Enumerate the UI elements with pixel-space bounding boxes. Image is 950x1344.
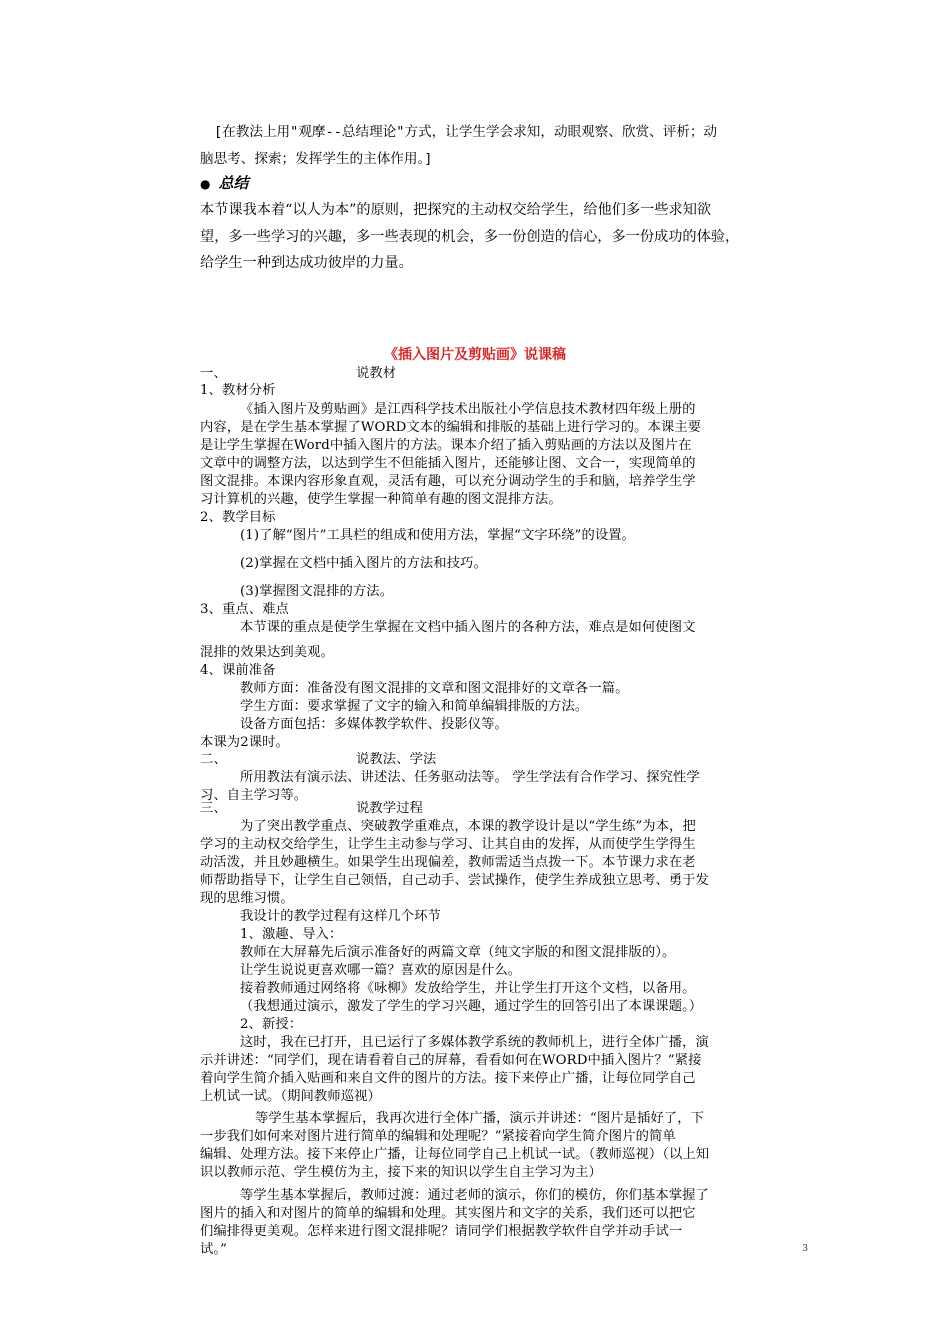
- subsection-heading: 4、课前准备: [200, 663, 276, 678]
- paragraph-line: 这时，我在已打开，且已运行了多媒体教学系统的教师机上，进行全体广播，演: [240, 1035, 709, 1050]
- subsection-heading: 3、重点、难点: [200, 602, 289, 617]
- section-label: 说教法、学法: [356, 752, 437, 767]
- paragraph-line: 习、自主学习等。: [200, 788, 308, 803]
- paragraph-line: 让学生说说更喜欢哪一篇？喜欢的原因是什么。: [240, 963, 522, 978]
- summary-line: 本节课我本着“以人为本”的原则，把探究的主动权交给学生，给他们多一些求知欲: [200, 202, 712, 218]
- summary-heading: 总结: [218, 174, 249, 192]
- section-label: 说教学过程: [356, 801, 423, 816]
- section-number: 二、: [200, 752, 227, 767]
- steps-intro: 我设计的教学过程有这样几个环节: [240, 909, 441, 924]
- goal-item: (3)掌握图文混排的方法。: [240, 584, 394, 599]
- section-label: 说教材: [356, 366, 397, 381]
- paragraph-line: 示并讲述：“同学们，现在请看着自己的屏幕，看看如何在WORD中插入图片？”紧接: [200, 1053, 702, 1068]
- prep-item: 学生方面：要求掌握了文字的输入和简单编辑排版的方法。: [240, 699, 589, 714]
- goal-item: (1)了解“图片”工具栏的组成和使用方法，掌握“文字环绕”的设置。: [240, 528, 636, 543]
- summary-line: 望，多一些学习的兴趣，多一些表现的机会，多一份创造的信心，多一份成功的体验，: [200, 229, 740, 245]
- section-number: 一、: [200, 366, 227, 381]
- method-note-line: [在教法上用"观摩--总结理论"方式，让学生学会求知，动眼观察、欣赏、评析；动: [214, 124, 718, 140]
- page-number: 3: [802, 1244, 808, 1254]
- paragraph-line: 文章中的调整方法，以达到学生不但能插入图片，还能够让图、文合一，实现简单的: [200, 456, 696, 471]
- method-note-line: 脑思考、探索；发挥学生的主体作用。]: [200, 151, 433, 167]
- paragraph-line: 为了突出教学重点、突破教学重难点，本课的教学设计是以“学生练”为本，把: [240, 819, 696, 834]
- goal-item: (2)掌握在文档中插入图片的方法和技巧。: [240, 556, 487, 571]
- paragraph-line: 内容，是在学生基本掌握了WORD文本的编辑和排版的基础上进行学习的。本课主要: [200, 420, 702, 435]
- paragraph-line: 图文混排。本课内容形象直观，灵活有趣，可以充分调动学生的手和脑，培养学生学: [200, 474, 696, 489]
- paragraph-line: 着向学生简介插入贴画和来自文件的图片的方法。接下来停止广播，让每位同学自己: [200, 1071, 696, 1086]
- section-number: 三、: [200, 801, 227, 816]
- paragraph-line: 学习的主动权交给学生，让学生主动参与学习、让其自由的发挥，从而使学生学得生: [200, 837, 696, 852]
- summary-heading-row: [200, 172, 806, 193]
- class-hours: 本课为2课时。: [200, 735, 289, 750]
- paragraph-line: 上机试一试。（期间教师巡视）: [200, 1089, 381, 1104]
- step-heading: 1、激趣、导入：: [240, 927, 343, 942]
- paragraph-line: 试。”: [200, 1242, 228, 1257]
- paragraph-line: 现的思维习惯。: [200, 891, 294, 906]
- paragraph-line: 们编排得更美观。怎样来进行图文混排呢？请同学们根据教学软件自学并动手试一: [200, 1224, 683, 1239]
- paragraph-line: 图片的插入和对图片的简单的编辑和处理。其实图片和文字的关系，我们还可以把它: [200, 1206, 696, 1221]
- paragraph-line: 动活泼，并且妙趣横生。如果学生出现偏差，教师需适当点拨一下。本节课力求在老: [200, 855, 696, 870]
- paragraph-line: 编辑、处理方法。接下来停止广播，让每位同学自己上机试一试。（教师巡视）（以上知: [200, 1147, 710, 1162]
- prep-item: 设备方面包括：多媒体教学软件、投影仪等。: [240, 717, 508, 732]
- paragraph-line: （我想通过演示，激发了学生的学习兴趣，通过学生的回答引出了本课课题。）: [240, 999, 703, 1014]
- paragraph-line: 习计算机的兴趣，使学生掌握一种简单有趣的图文混排方法。: [200, 492, 562, 507]
- paragraph-line: 本节课的重点是使学生掌握在文档中插入图片的各种方法，难点是如何使图文: [240, 620, 696, 635]
- paragraph-line: 教师在大屏幕先后演示准备好的两篇文章（纯文字版的和图文混排版的）。: [240, 945, 676, 960]
- bullet-icon: ●: [200, 177, 211, 191]
- step-heading: 2、新授：: [240, 1017, 303, 1032]
- paragraph-line: 所用教法有演示法、讲述法、任务驱动法等。 学生学法有合作学习、探究性学: [240, 770, 700, 785]
- paragraph-line: 接着教师通过网络将《咏柳》发放给学生，并让学生打开这个文档，以备用。: [240, 981, 696, 996]
- paragraph-line: 是让学生掌握在Word中插入图片的方法。课本介绍了插入剪贴画的方法以及图片在: [200, 438, 692, 453]
- document-title: 《插入图片及剪贴画》说课稿: [384, 347, 566, 363]
- paragraph-line: 混排的效果达到美观。: [200, 645, 334, 660]
- paragraph-line: 《插入图片及剪贴画》是江西科学技术出版社小学信息技术教材四年级上册的: [240, 402, 696, 417]
- subsection-heading: 1、教材分析: [200, 383, 276, 398]
- summary-line: 给学生一种到达成功彼岸的力量。: [200, 255, 413, 271]
- paragraph-line: 等学生基本掌握后，我再次进行全体广播，演示并讲述：“图片是插好了，下: [255, 1111, 704, 1126]
- paragraph-line: 师帮助指导下，让学生自己领悟，自己动手、尝试操作，使学生养成独立思考、勇于发: [200, 873, 710, 888]
- paragraph-line: 等学生基本掌握后，教师过渡：通过老师的演示，你们的模仿，你们基本掌握了: [240, 1188, 709, 1203]
- prep-item: 教师方面：准备没有图文混排的文章和图文混排好的文章各一篇。: [240, 681, 629, 696]
- paragraph-line: 识以教师示范、学生模仿为主，接下来的知识以学生自主学习为主）: [200, 1165, 602, 1180]
- subsection-heading: 2、教学目标: [200, 510, 276, 525]
- paragraph-line: 一步我们如何来对图片进行简单的编辑和处理呢？”紧接着向学生简介图片的简单: [200, 1129, 676, 1144]
